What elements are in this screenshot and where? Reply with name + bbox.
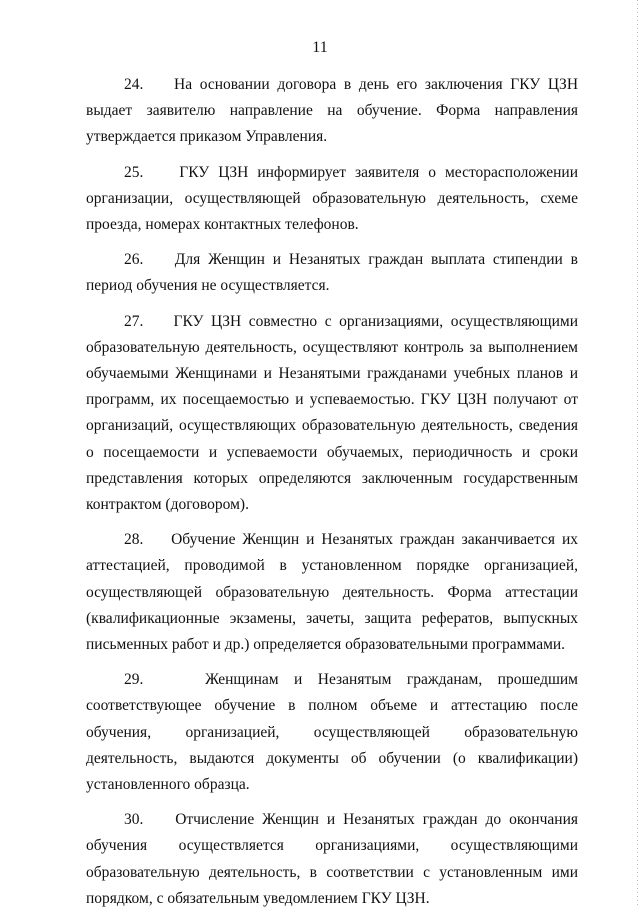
paragraph-text: ГКУ ЦЗН информирует заявителя о месторасположении организации, осуществляющей образовательную деятельность, схеме проезда, номерах контактных телефонов.	[86, 163, 578, 234]
paragraph-number: 28.	[124, 531, 144, 549]
paragraph-text: Женщинам и Незанятым гражданам, прошедшим соответствующее обучение в полном объеме и аттестацию после обучения, организацией, осуществляющей образовательную деятельность, выдаются документы об обучении (о квалификации) установленного образца.	[86, 671, 578, 794]
paragraph-number: 26.	[124, 251, 144, 269]
paragraph-28	[86, 527, 578, 658]
paragraph-number: 25.	[124, 163, 144, 181]
paragraph-text: Обучение Женщин и Незанятых граждан заканчивается их аттестацией, проводимой в установленном порядке организацией, осуществляющей образовательную деятельность. Форма аттестации (квалификационные экзамены, зачеты, защита рефератов, выпускных письменных работ и др.) определяется образовательными программами.	[86, 531, 578, 654]
paragraph-26	[86, 247, 578, 299]
page-number: 11	[312, 39, 328, 56]
paragraph-25	[86, 160, 578, 239]
paragraph-27	[86, 309, 578, 519]
paragraph-number: 27.	[124, 312, 144, 330]
paragraph-number: 30.	[124, 811, 144, 829]
paragraph-text: ГКУ ЦЗН совместно с организациями, осуществляющими образовательную деятельность, осуществляют контроль за выполнением обучаемыми Женщинами и Незанятыми гражданами учебных планов и программ, их посещаемостью и успеваемостью. ГКУ ЦЗН получают от организаций, осуществляющих образовательную деятельность, сведения о посещаемости и успеваемости обучаемых, периодичность и сроки представления которых определяются заключенным государственным контрактом (договором).	[86, 312, 578, 514]
paragraph-number: 24.	[124, 76, 144, 93]
document-body	[86, 72, 578, 912]
scan-edge-divider	[637, 0, 638, 905]
paragraph-text: На основании договора в день его заключения ГКУ ЦЗН выдает заявителю направление на обучение. Форма направления утверждается приказом Управления.	[86, 76, 579, 146]
paragraph-number: 29.	[124, 671, 144, 689]
paragraph-text: Для Женщин и Незанятых граждан выплата стипендии в период обучения не осуществляется.	[86, 251, 578, 295]
paragraph-24	[86, 72, 578, 151]
paragraph-29	[86, 667, 578, 798]
paragraph-text: Отчисление Женщин и Незанятых граждан до окончания обучения осуществляется организациями, осуществляющими образовательную деятельность, в соответствии с установленным ими порядком, с обязательным уведомлением ГКУ ЦЗН.	[86, 811, 579, 907]
paragraph-30	[86, 807, 578, 912]
